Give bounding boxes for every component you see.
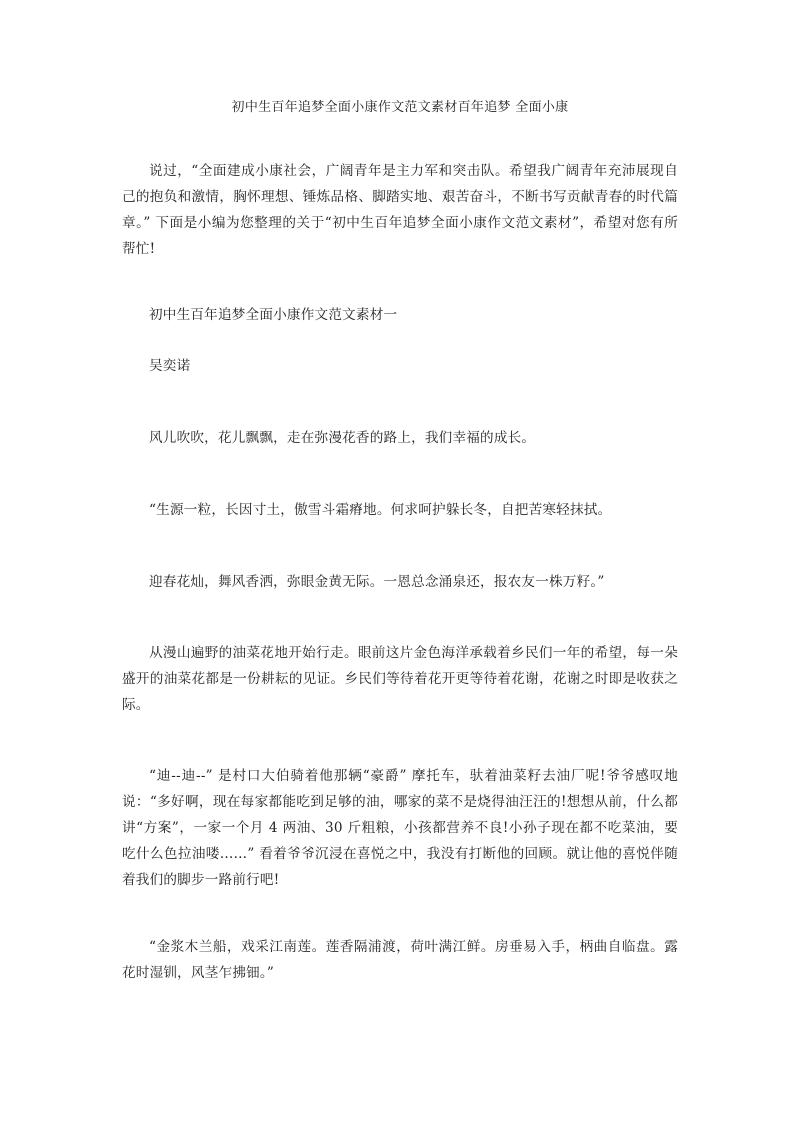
paragraph-6: “金浆木兰船，戏采江南莲。莲香隔浦渡，荷叶满江鲜。房垂易入手，柄曲自临盘。露花时湿钏，风茎乍拂钿。”: [122, 939, 678, 981]
intro-paragraph: 说过，“全面建成小康社会，广阔青年是主力军和突击队。希望我广阔青年充沛展现自己的抱负和激情，胸怀理想、锤炼品格、脚踏实地、艰苦奋斗，不断书写贡献青春的时代篇章。” 下面是小编为您整理的关于“初中生百年追梦全面小康作文范文素材”，希望对您有所帮忙!: [122, 163, 678, 257]
paragraph-2: “生源一粒，长因寸土，傲雪斗霜瘠地。何求呵护躲长冬，自把苦寒轻抹拭。: [149, 502, 612, 518]
author-name: 吴奕诺: [149, 358, 191, 374]
document-title: 初中生百年追梦全面小康作文范文素材百年追梦 全面小康: [231, 100, 569, 115]
paragraph-4: 从漫山遍野的油菜花地开始行走。眼前这片金色海洋承载着乡民们一年的希望，每一朵盛开的油菜花都是一份耕耘的见证。乡民们等待着花开更等待着花谢，花谢之时即是收获之际。: [122, 645, 678, 713]
section-heading: 初中生百年追梦全面小康作文范文素材一: [149, 307, 398, 323]
paragraph-3: 迎春花灿，舞风香洒，弥眼金黄无际。一恩总念涌泉还，报农友一株万籽。”: [149, 574, 605, 590]
paragraph-5: “迪--迪--” 是村口大伯骑着他那辆“豪爵” 摩托车，驮着油菜籽去油厂呢!爷爷感叹地说：“多好啊，现在每家都能吃到足够的油，哪家的菜不是烧得油汪汪的!想想从前，什么都讲“方案”，一家一个月 4 两油、30 斤粗粮，小孩都营养不良!小孙子现在都不吃菜油，要吃什么色拉油喽……” 看着爷爷沉浸在喜悦之中，我没有打断他的回顾。就让他的喜悦伴随着我们的脚步一路前行吧!: [122, 768, 678, 888]
paragraph-1: 风儿吹吹，花儿飘飘，走在弥漫花香的路上，我们幸福的成长。: [149, 430, 536, 446]
